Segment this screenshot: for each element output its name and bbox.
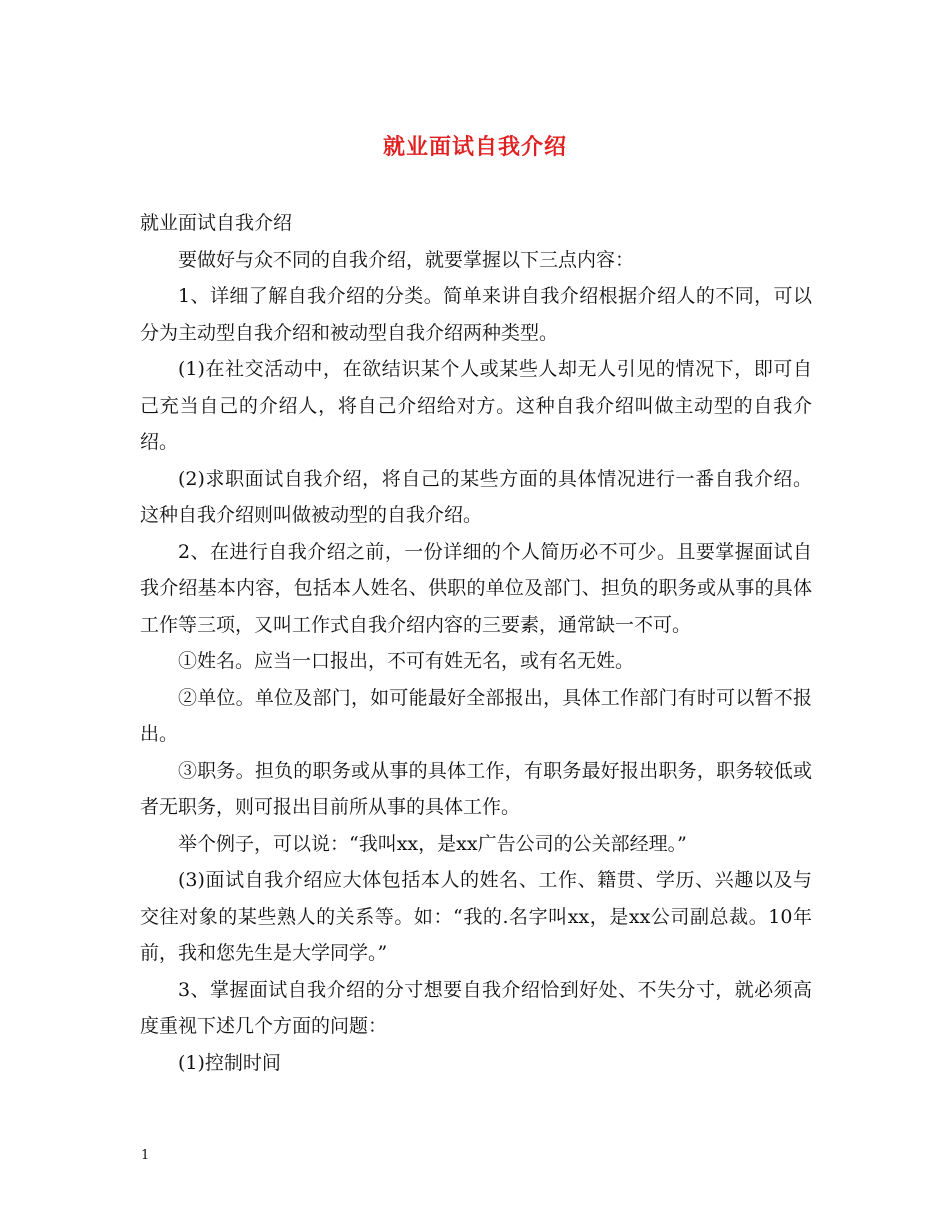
paragraph: 要做好与众不同的自我介绍，就要掌握以下三点内容： — [178, 248, 635, 271]
paragraph: (3)面试自我介绍应大体包括本人的姓名、工作、籍贯、学历、兴趣以及与交往对象的某些熟人的关系等。如：“我的.名字叫xx，是xx公司副总裁。10年前，我和您先生是大学同学。” — [140, 869, 812, 964]
paragraph: 1、详细了解自我介绍的分类。简单来讲自我介绍根据介绍人的不同，可以分为主动型自我介绍和被动型自我介绍两种类型。 — [140, 285, 812, 344]
paragraph: 2、在进行自我介绍之前，一份详细的个人简历必不可少。且要掌握面试自我介绍基本内容，包括本人姓名、供职的单位及部门、担负的职务或从事的具体工作等三项，又叫工作式自我介绍内容的三要素，通常缺一不可。 — [140, 540, 812, 636]
paragraph: (1)在社交活动中，在欲结识某个人或某些人却无人引见的情况下，即可自己充当自己的介绍人，将自己介绍给对方。这种自我介绍叫做主动型的自我介绍。 — [140, 358, 812, 453]
paragraph: 3、掌握面试自我介绍的分寸想要自我介绍恰到好处、不失分寸，就必须高度重视下述几个方面的问题： — [140, 978, 812, 1037]
paragraph: ③职务。担负的职务或从事的具体工作，有职务最好报出职务，职务较低或者无职务，则可报出目前所从事的具体工作。 — [140, 759, 812, 818]
document-title: 就业面试自我介绍 — [382, 134, 567, 160]
paragraph: (2)求职面试自我介绍，将自己的某些方面的具体情况进行一番自我介绍。这种自我介绍则叫做被动型的自我介绍。 — [140, 467, 812, 526]
paragraph: ①姓名。应当一口报出，不可有姓无名，或有名无姓。 — [178, 650, 635, 672]
paragraph-heading: 就业面试自我介绍 — [140, 212, 293, 234]
paragraph: (1)控制时间 — [178, 1051, 281, 1074]
page-number: 1 — [141, 1148, 150, 1163]
paragraph: ②单位。单位及部门，如可能最好全部报出，具体工作部门有时可以暂不报出。 — [140, 686, 812, 745]
document-body — [140, 205, 812, 1081]
paragraph: 举个例子，可以说：“我叫xx，是xx广告公司的公关部经理。” — [178, 832, 687, 855]
